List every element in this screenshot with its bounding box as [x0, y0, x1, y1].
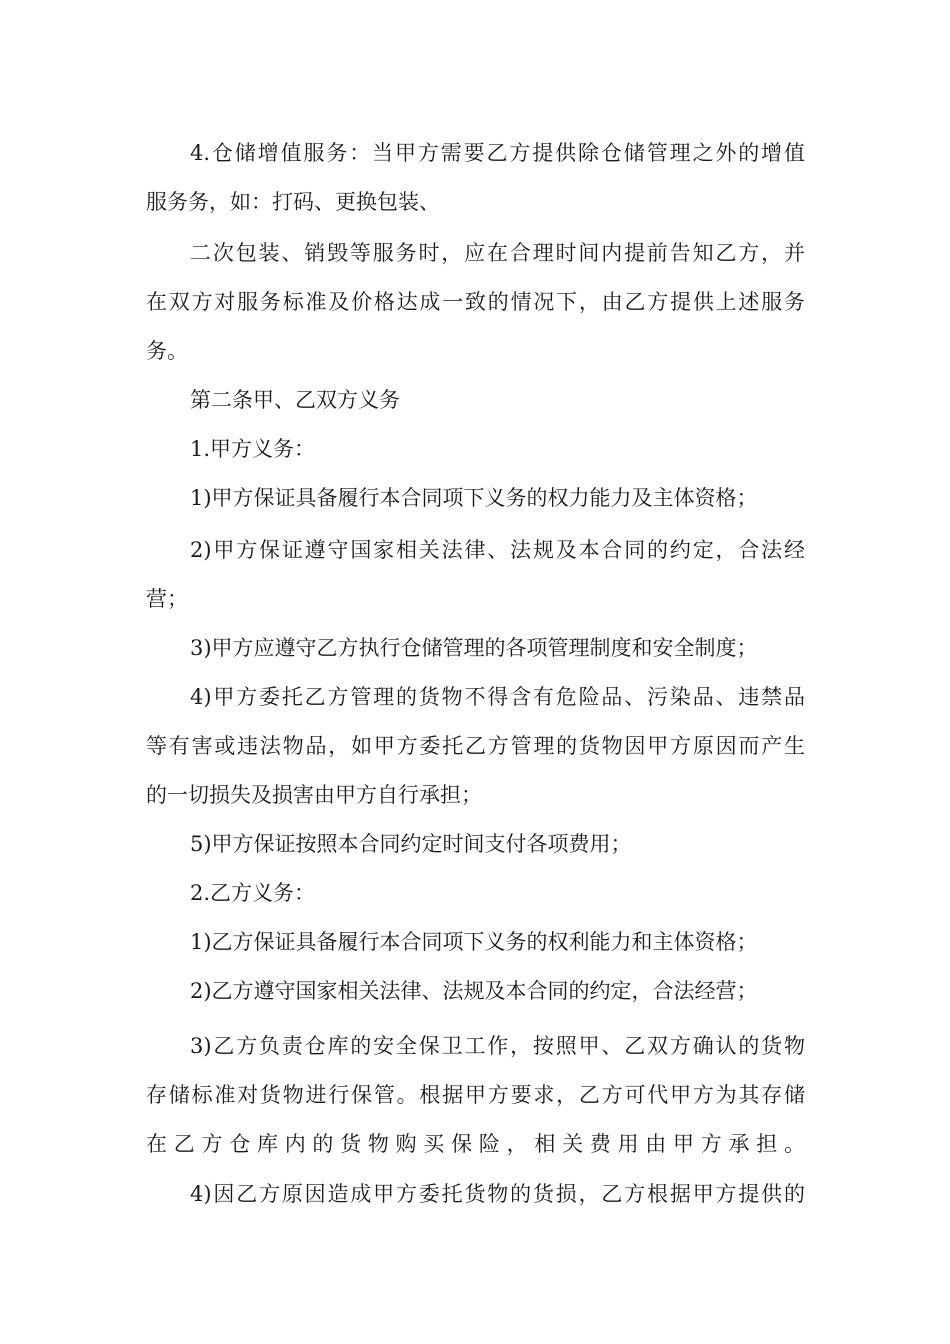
paragraph-line: 1)甲方保证具备履行本合同项下义务的权力能力及主体资格；: [190, 486, 758, 510]
section-heading: 第二条甲、乙双方义务: [190, 388, 400, 412]
paragraph-line: 营；: [146, 587, 188, 611]
paragraph-line: 等有害或违法物品，如甲方委托乙方管理的货物因甲方原因而产生: [146, 734, 805, 758]
paragraph-line: 5)甲方保证按照本合同约定时间支付各项费用；: [190, 832, 632, 856]
subsection-heading: 2.乙方义务：: [190, 881, 316, 905]
paragraph-line: 4.仓储增值服务：当甲方需要乙方提供除仓储管理之外的增值: [190, 141, 805, 165]
paragraph-line: 务。: [146, 339, 188, 363]
paragraph-line: 3)乙方负责仓库的安全保卫工作，按照甲、乙双方确认的货物: [190, 1034, 805, 1058]
paragraph-line: 2)甲方保证遵守国家相关法律、法规及本合同的约定，合法经: [190, 538, 805, 562]
paragraph-line: 1)乙方保证具备履行本合同项下义务的权利能力和主体资格；: [190, 930, 758, 954]
paragraph-line: 在乙方仓库内的货物购买保险，相关费用由甲方承担。: [146, 1132, 805, 1156]
paragraph-line: 的一切损失及损害由甲方自行承担；: [146, 783, 482, 807]
paragraph-line: 4)因乙方原因造成甲方委托货物的货损，乙方根据甲方提供的: [190, 1182, 805, 1206]
paragraph-line: 4)甲方委托乙方管理的货物不得含有危险品、污染品、违禁品: [190, 685, 805, 709]
paragraph-line: 在双方对服务标准及价格达成一致的情况下，由乙方提供上述服务: [146, 290, 805, 314]
subsection-heading: 1.甲方义务：: [190, 437, 316, 461]
paragraph-line: 2)乙方遵守国家相关法律、法规及本合同的约定，合法经营；: [190, 979, 758, 1003]
paragraph-line: 存储标准对货物进行保管。根据甲方要求，乙方可代甲方为其存储: [146, 1083, 805, 1107]
paragraph-line: 3)甲方应遵守乙方执行仓储管理的各项管理制度和安全制度；: [190, 636, 758, 660]
paragraph-line: 二次包装、销毁等服务时，应在合理时间内提前告知乙方，并: [190, 241, 805, 265]
paragraph-line: 服务务，如：打码、更换包装、: [146, 190, 440, 214]
